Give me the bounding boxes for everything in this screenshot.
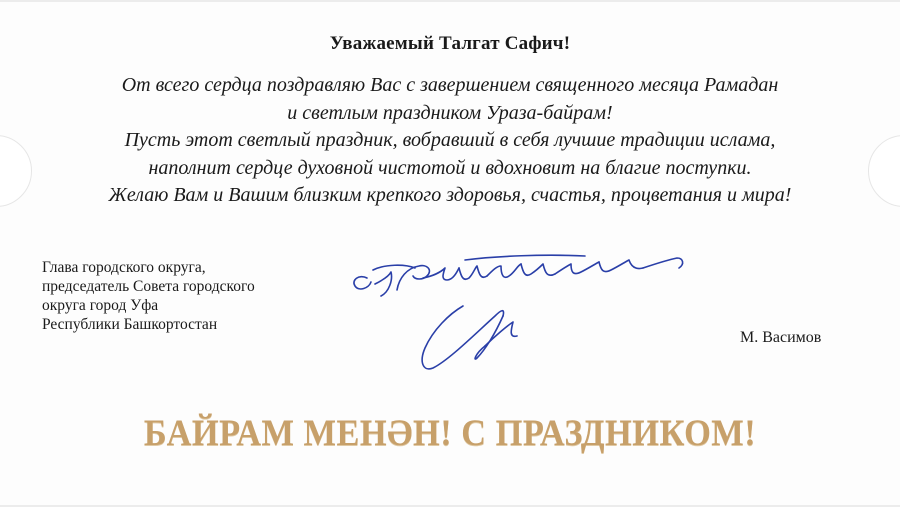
handwritten-signature — [345, 250, 705, 390]
position-line: Глава городского округа, — [42, 259, 206, 276]
congratulation-message — [0, 72, 900, 210]
position-line: Республики Башкортостан — [42, 316, 218, 333]
signer-name: М. Васимов — [740, 329, 822, 346]
salutation: Уважаемый Талгат Сафич! — [329, 33, 571, 54]
message-line: Пусть этот светлый праздник, вобравший в себя лучшие традиции ислама, — [124, 129, 776, 151]
position-line: председатель Совета городского — [42, 278, 255, 295]
message-line: Желаю Вам и Вашим близким крепкого здоровья, счастья, процветания и мира! — [108, 184, 792, 206]
message-line: и светлым праздником Ураза-байрам! — [287, 101, 613, 124]
message-line: От всего сердца поздравляю Вас с завершением священного месяца Рамадан — [121, 74, 779, 96]
position-line: округа город Уфа — [42, 297, 159, 314]
holiday-greeting: БАЙРАМ МЕНӘН! С ПРАЗДНИКОМ! — [143, 413, 757, 454]
signer-position — [42, 258, 255, 334]
message-line: наполнит сердце духовной чистотой и вдохновит на благие поступки. — [148, 156, 752, 179]
